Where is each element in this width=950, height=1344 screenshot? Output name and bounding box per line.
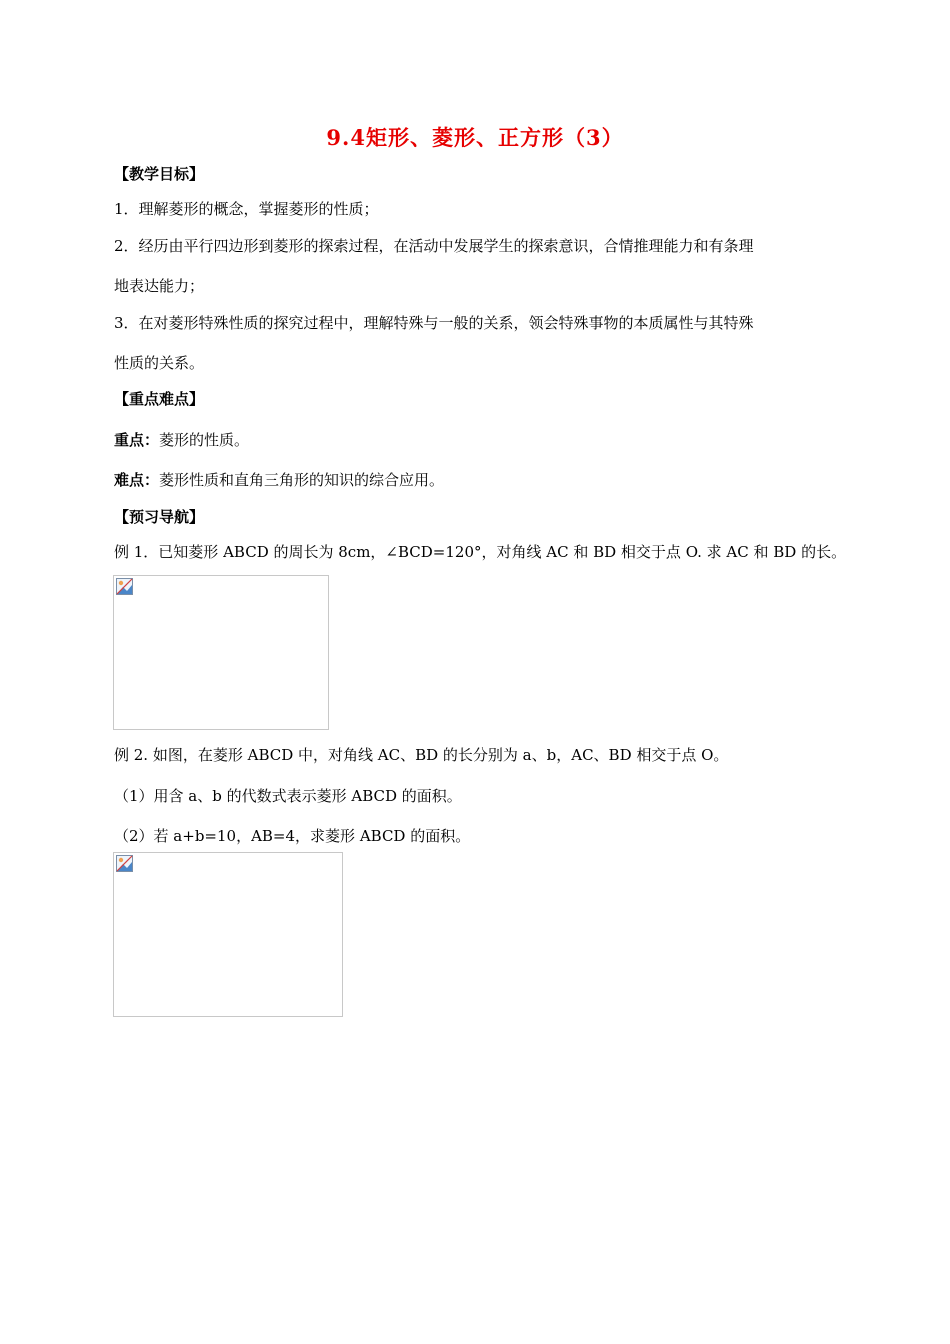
page-title: 9.4矩形、菱形、正方形（3） <box>326 125 624 150</box>
key-difficult-heading: 【重点难点】 <box>114 390 205 408</box>
example-2-figure <box>113 852 343 1017</box>
difficult-point-line <box>114 470 444 490</box>
example-1-figure <box>113 575 329 730</box>
objective-item: 地表达能力； <box>114 277 205 295</box>
example-2-question-1: （1）用含 a、b 的代数式表示菱形 ABCD 的面积。 <box>114 787 462 805</box>
key-point-line <box>114 430 249 450</box>
broken-image-icon <box>116 855 133 872</box>
example-2-question-2: （2）若 a+b=10，AB=4，求菱形 ABCD 的面积。 <box>114 827 471 845</box>
difficult-point-label: 难点： <box>114 471 160 489</box>
key-point-text: 菱形的性质。 <box>159 431 250 449</box>
objective-item: 1．理解菱形的概念，掌握菱形的性质； <box>114 200 379 218</box>
objective-item: 2．经历由平行四边形到菱形的探索过程，在活动中发展学生的探索意识，合情推理能力和有条理 <box>114 237 754 255</box>
objectives-heading: 【教学目标】 <box>114 165 205 183</box>
difficult-point-text: 菱形性质和直角三角形的知识的综合应用。 <box>159 471 445 489</box>
example-1: 例 1．已知菱形 ABCD 的周长为 8cm，∠BCD=120°，对角线 AC 和 BD 相交于点 O. 求 AC 和 BD 的长。 <box>114 543 847 561</box>
broken-image-icon <box>116 578 133 595</box>
objective-item: 3．在对菱形特殊性质的探究过程中，理解特殊与一般的关系，领会特殊事物的本质属性与其特殊 <box>114 314 754 332</box>
objective-item: 性质的关系。 <box>114 354 205 372</box>
key-point-label: 重点： <box>114 431 160 449</box>
example-2: 例 2. 如图，在菱形 ABCD 中，对角线 AC、BD 的长分别为 a、b，AC、BD 相交于点 O。 <box>114 746 729 764</box>
preview-heading: 【预习导航】 <box>114 508 205 526</box>
